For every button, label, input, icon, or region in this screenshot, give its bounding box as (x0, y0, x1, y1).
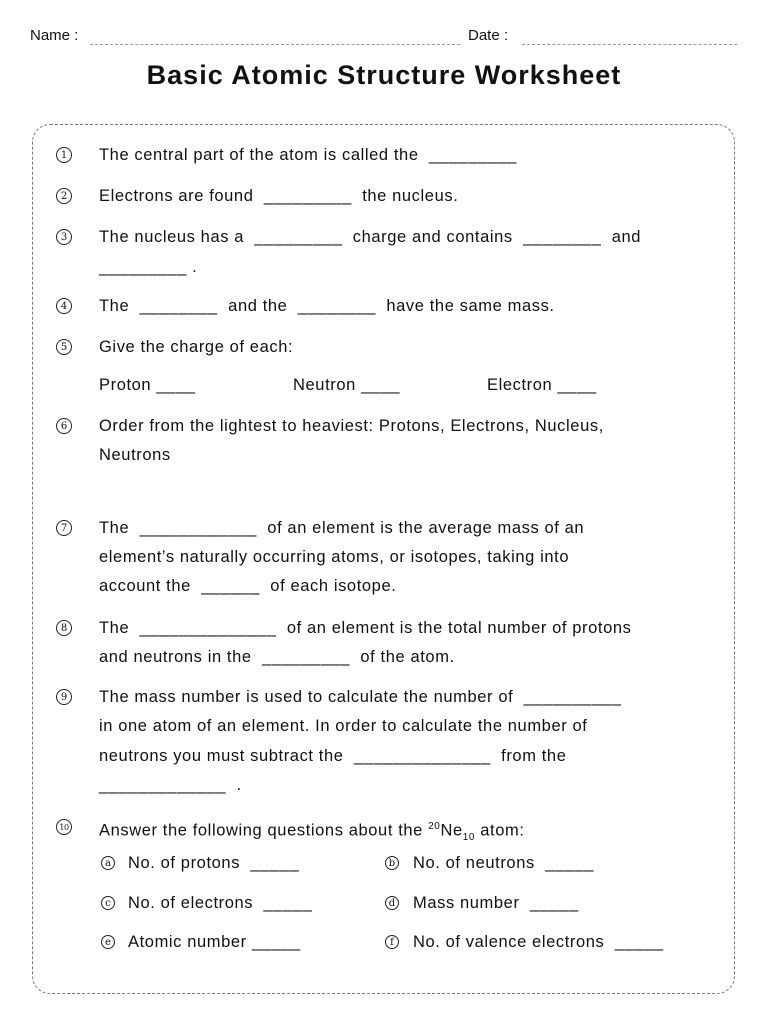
date-label: Date : (468, 27, 509, 44)
subquestion-letter-e: e (101, 935, 115, 949)
name-label: Name : (30, 27, 79, 44)
question-6-text: Order from the lightest to heaviest: Protons, Electrons, Nucleus, (99, 417, 604, 435)
question-2-text: Electrons are found _________ the nucleus. (99, 187, 459, 205)
question-9-text-cont2: neutrons you must subtract the ______________ from the (99, 747, 567, 765)
question-7-text-cont1: element’s naturally occurring atoms, or isotopes, taking into (99, 548, 570, 566)
question-number-5: 5 (56, 339, 72, 355)
mass-number-superscript: 20 (428, 821, 441, 832)
subquestion-c-text: No. of electrons _____ (128, 894, 313, 912)
question-10-text (99, 817, 525, 848)
question-8-text-cont: and neutrons in the _________ of the atom. (99, 648, 455, 666)
question-number-4: 4 (56, 298, 72, 314)
question-9-text-cont3: _____________ . (99, 776, 242, 794)
question-number-7: 7 (56, 520, 72, 536)
question-7-text-cont2: account the ______ of each isotope. (99, 577, 397, 595)
subquestion-e-text: Atomic number _____ (128, 933, 301, 951)
subquestion-letter-b: b (385, 856, 399, 870)
date-field[interactable] (522, 44, 737, 45)
question-10-suffix: atom: (475, 821, 525, 840)
question-10-prefix: Answer the following questions about the (99, 821, 429, 840)
subquestion-a-text: No. of protons _____ (128, 854, 300, 872)
proton-charge: Proton ____ (99, 376, 196, 394)
subquestion-b-text: No. of neutrons _____ (413, 854, 595, 872)
question-5-text: Give the charge of each: (99, 338, 294, 356)
neutron-charge: Neutron ____ (293, 376, 401, 394)
question-8-text: The ______________ of an element is the total number of protons (99, 619, 632, 637)
subquestion-letter-a: a (101, 856, 115, 870)
question-number-10: 10 (56, 819, 72, 835)
question-9-text: The mass number is used to calculate the number of __________ (99, 688, 622, 706)
question-4-text: The ________ and the ________ have the same mass. (99, 297, 555, 315)
question-3-text: The nucleus has a _________ charge and contains ________ and (99, 228, 642, 246)
question-number-6: 6 (56, 418, 72, 434)
electron-charge: Electron ____ (487, 376, 597, 394)
question-number-3: 3 (56, 229, 72, 245)
subquestion-d-text: Mass number _____ (413, 894, 579, 912)
question-9-text-cont1: in one atom of an element. In order to calculate the number of (99, 717, 588, 735)
subquestion-letter-d: d (385, 896, 399, 910)
question-number-1: 1 (56, 147, 72, 163)
name-field[interactable] (90, 44, 460, 45)
question-7-text: The ____________ of an element is the average mass of an (99, 519, 585, 537)
subquestion-letter-f: f (385, 935, 399, 949)
question-1-text: The central part of the atom is called the _________ (99, 146, 517, 164)
subquestion-f-text: No. of valence electrons _____ (413, 933, 664, 951)
question-number-8: 8 (56, 620, 72, 636)
page-title: Basic Atomic Structure Worksheet (146, 60, 622, 90)
question-number-9: 9 (56, 689, 72, 705)
question-6-text-cont: Neutrons (99, 446, 171, 464)
atomic-number-subscript: 10 (462, 831, 476, 843)
element-symbol: Ne (440, 821, 463, 840)
question-3-text-cont: _________ . (99, 258, 198, 276)
subquestion-letter-c: c (101, 896, 115, 910)
question-number-2: 2 (56, 188, 72, 204)
